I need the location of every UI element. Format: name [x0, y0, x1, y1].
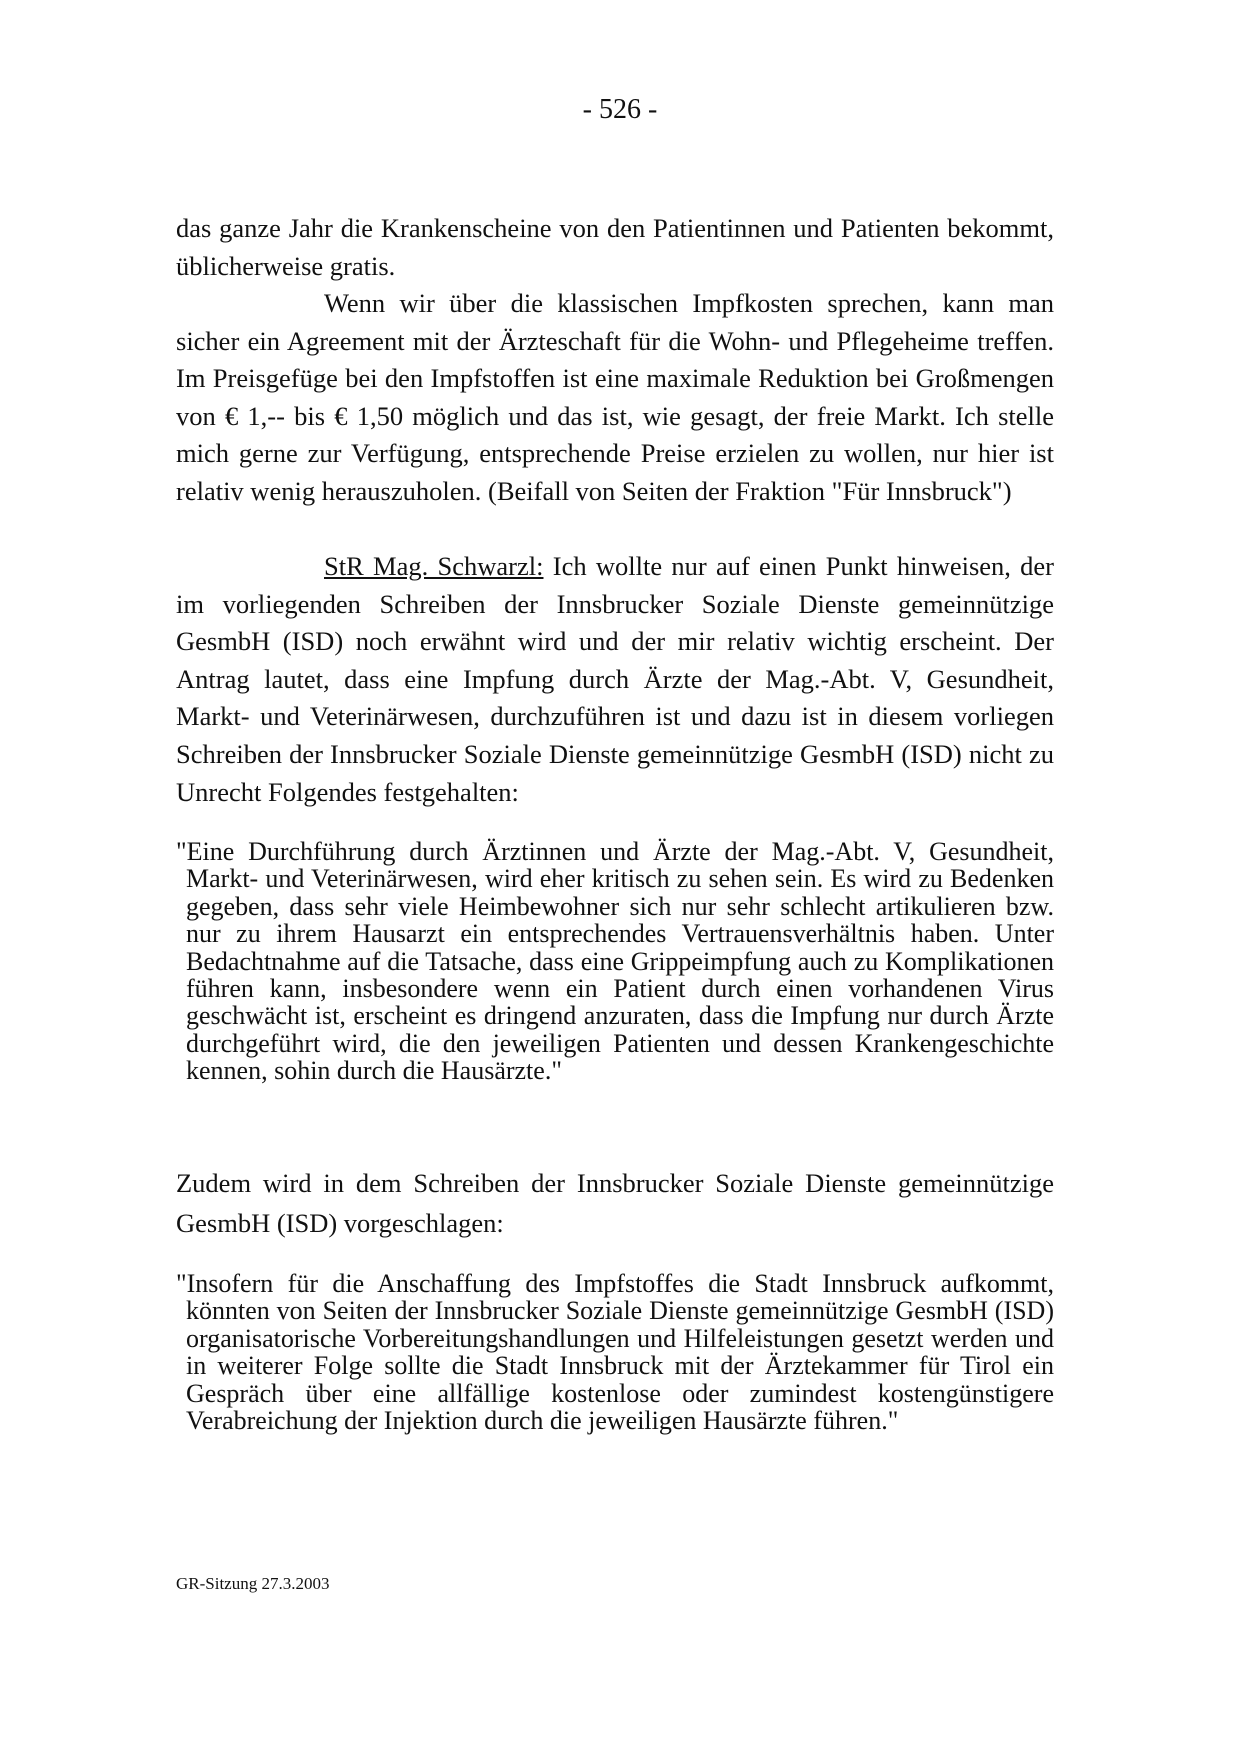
speaker-name: StR Mag. Schwarzl:: [324, 551, 544, 581]
quote-block-1: "Eine Durchführung durch Ärztinnen und Ärzte der Mag.-Abt. V, Gesundheit, Markt- und Veterinärwesen, wird eher kritisch zu sehen sein. Es wird zu Bedenken gegeben, dass sehr viele Heimbewohner sich nur sehr schlecht artikulieren bzw. nur zu ihrem Hausarzt ein entsprechendes Vertrauensverhältnis haben. Unter Bedachtnahme auf die Tatsache, dass eine Grippeimpfung auch zu Komplikationen führen kann, insbesondere wenn ein Patient durch einen vorhandenen Virus geschwächt ist, erscheint es dringend anzuraten, dass die Impfung nur durch Ärzte durchgeführt wird, die den jeweiligen Patienten und dessen Krankengeschichte kennen, sohin durch die Hausärzte.": [176, 837, 1054, 1086]
paragraph-schwarzl: [176, 548, 1054, 811]
paragraph-continuation: das ganze Jahr die Krankenscheine von den Patientinnen und Patienten bekommt, üblicherweise gratis.: [176, 213, 1054, 281]
speaker-statement: Ich wollte nur auf einen Punkt hinweisen, der im vorliegenden Schreiben der Innsbrucker Soziale Dienste gemeinnützige GesmbH (ISD) noch erwähnt wird und der mir relativ wichtig erscheint. Der Antrag lautet, dass eine Impfung durch Ärzte der Mag.-Abt. V, Gesundheit, Markt- und Veterinärwesen, durchzuführen ist und dazu ist in diesem vorliegen Schreiben der Innsbrucker Soziale Dienste gemeinnützige GesmbH (ISD) nicht zu Unrecht Folgendes festgehalten:: [176, 551, 1055, 807]
footer-session-date: GR-Sitzung 27.3.2003: [176, 1574, 330, 1593]
quote-block-2: "Insofern für die Anschaffung des Impfstoffes die Stadt Innsbruck aufkommt, könnten von Seiten der Innsbrucker Soziale Dienste gemeinnützige GesmbH (ISD) organisatorische Vorbereitungshandlungen und Hilfeleistungen gesetzt werden und in weiterer Folge sollte die Stadt Innsbruck mit der Ärztekammer für Tirol ein Gespräch über eine allfällige kostenlose oder zumindest kostengünstigere Verabreichung der Injektion durch die jeweiligen Hausärzte führen.": [176, 1269, 1054, 1436]
paragraph-impfkosten: Wenn wir über die klassischen Impfkosten sprechen, kann man sicher ein Agreement mit der Ärzteschaft für die Wohn- und Pflegeheime treffen. Im Preisgefüge bei den Impfstoffen ist eine maximale Reduktion bei Großmengen von € 1,-- bis € 1,50 möglich und das ist, wie gesagt, der freie Markt. Ich stelle mich gerne zur Verfügung, entsprechende Preise erzielen zu wollen, nur hier ist relativ wenig herauszuholen. (Beifall von Seiten der Fraktion "Für Innsbruck"): [176, 288, 1054, 506]
page-number: - 526 -: [582, 94, 658, 125]
paragraph-zudem: Zudem wird in dem Schreiben der Innsbrucker Soziale Dienste gemeinnützige GesmbH (ISD) vorgeschlagen:: [176, 1168, 1054, 1238]
